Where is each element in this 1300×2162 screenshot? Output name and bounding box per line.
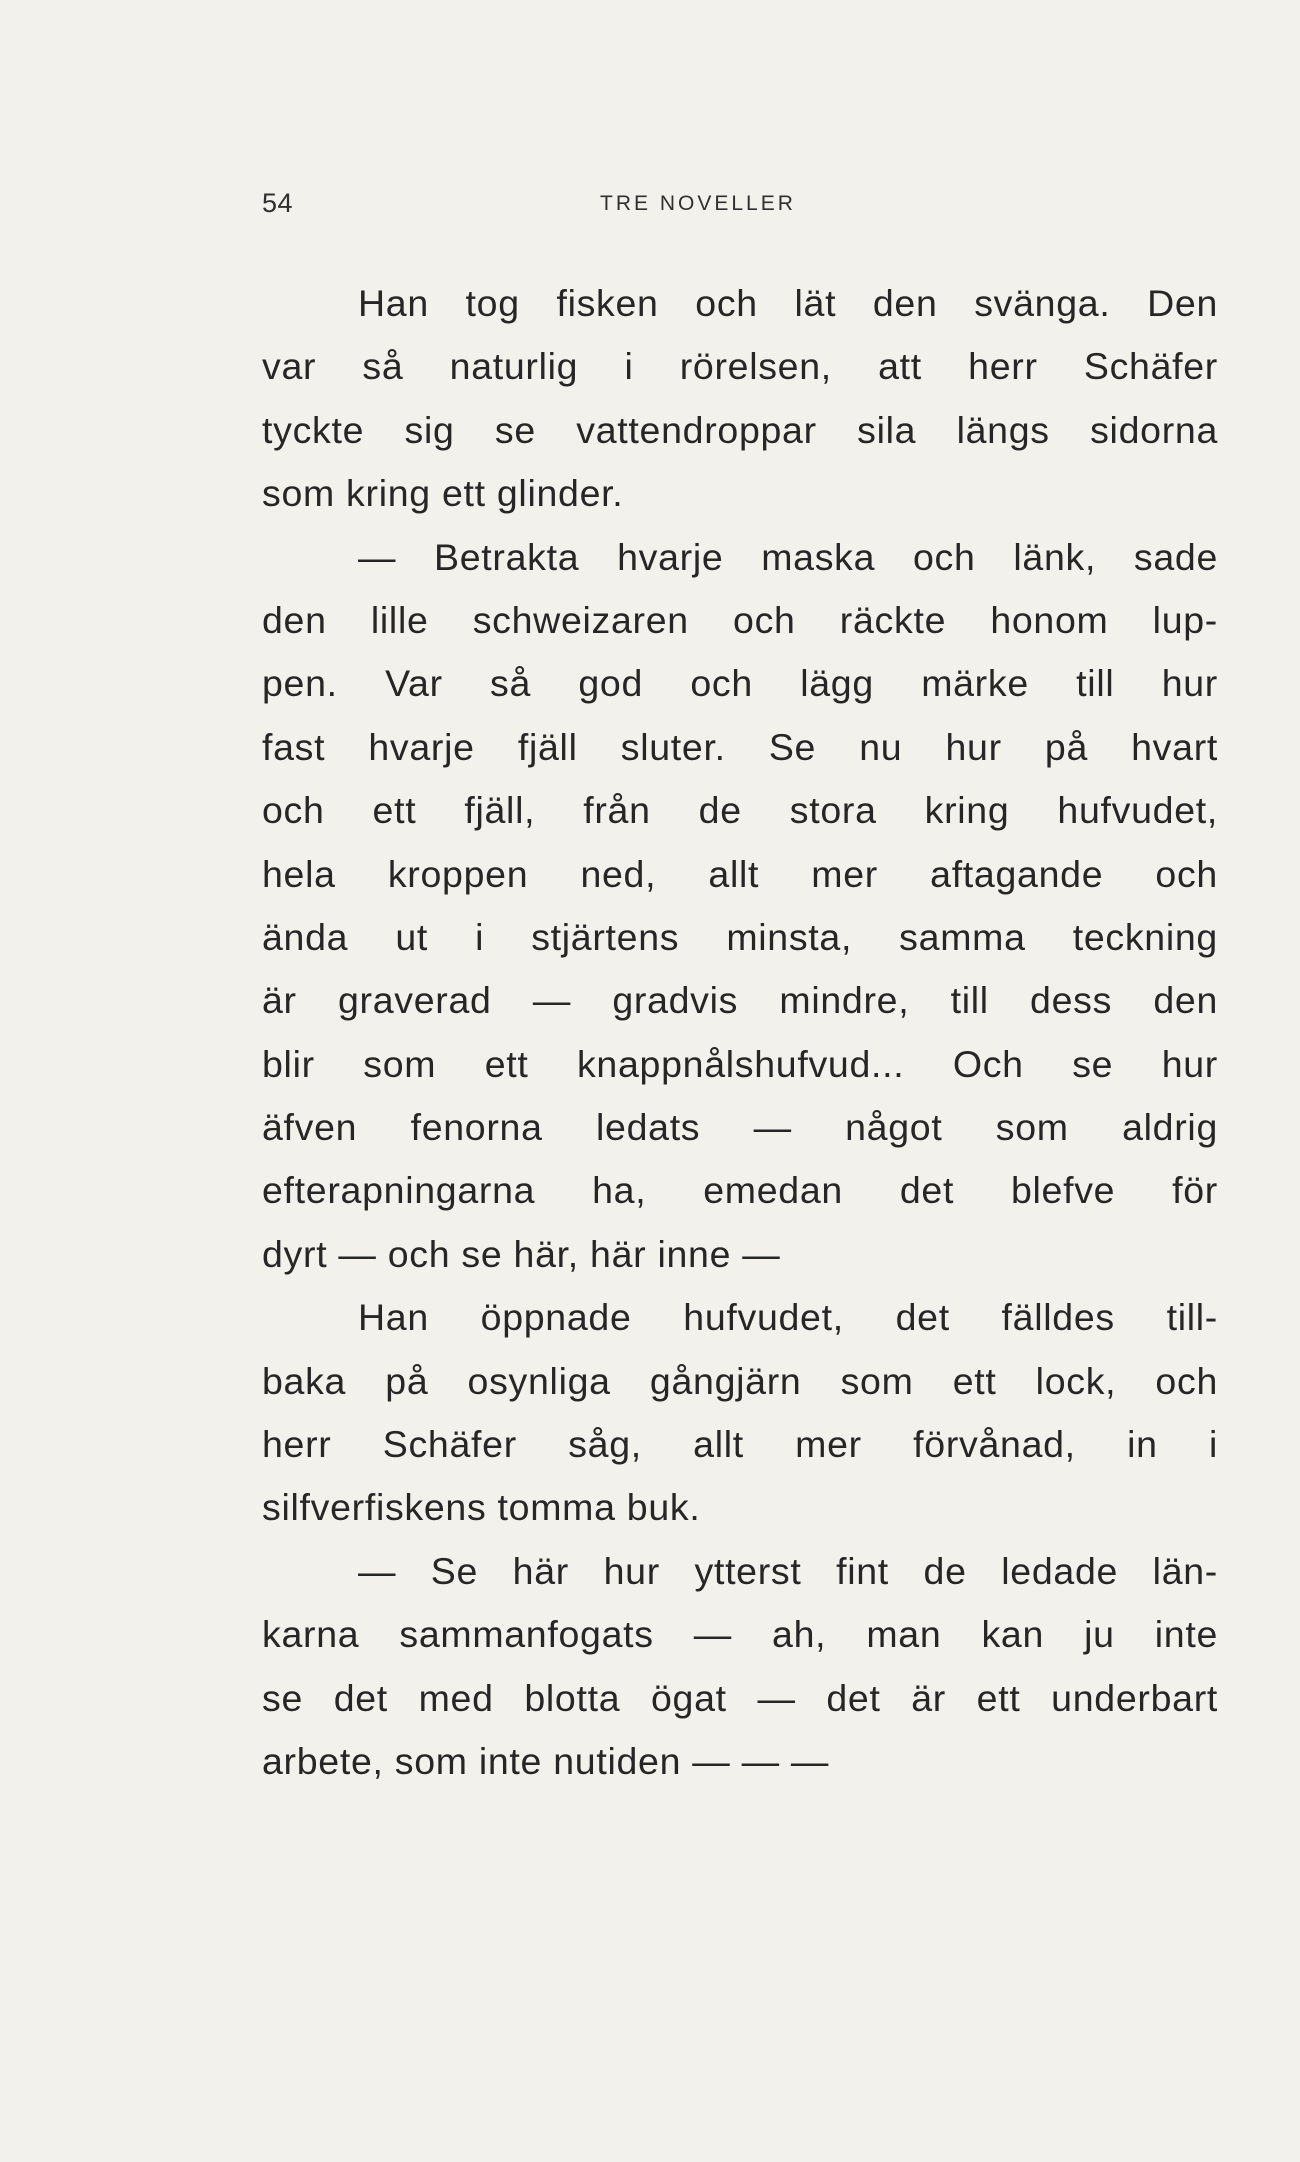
text-line: tyckte sig se vattendroppar sila längs sidorna — [262, 408, 1218, 451]
text-line: Han tog fisken och lät den svänga. Den — [358, 282, 1218, 324]
text-line: pen. Var så god och lägg märke till hur — [262, 662, 1218, 705]
text-line: karna sammanfogats — ah, man kan ju inte — [262, 1613, 1218, 1656]
running-title: TRE NOVELLER — [600, 192, 796, 215]
text-line: var så naturlig i rörelsen, att herr Schäfer — [262, 345, 1218, 388]
text-line: dyrt — och se här, här inne — — [262, 1232, 781, 1275]
text-line: se det med blotta ögat — det är ett underbart — [262, 1676, 1218, 1719]
text-line: är graverad — gradvis mindre, till dess den — [262, 979, 1218, 1022]
text-line: — Se här hur ytterst fint de ledade län- — [358, 1549, 1218, 1592]
text-line: hela kroppen ned, allt mer aftagande och — [262, 852, 1218, 895]
text-line: den lille schweizaren och räckte honom lup- — [262, 598, 1218, 641]
text-line: äfven fenorna ledats — något som aldrig — [262, 1106, 1218, 1149]
text-line: ända ut i stjärtens minsta, samma teckning — [262, 915, 1218, 958]
text-line: silfverfiskens tomma buk. — [262, 1486, 701, 1529]
text-line: herr Schäfer såg, allt mer förvånad, in i — [262, 1423, 1218, 1466]
page-number: 54 — [262, 188, 294, 218]
text-line: som kring ett glinder. — [262, 472, 624, 515]
text-line: fast hvarje fjäll sluter. Se nu hur på hvart — [262, 725, 1218, 768]
text-line: arbete, som inte nutiden — — — — [262, 1739, 830, 1782]
body-text — [262, 272, 1218, 1793]
text-line: blir som ett knappnålshufvud... Och se hur — [262, 1042, 1218, 1085]
text-line: baka på osynliga gångjärn som ett lock, och — [262, 1359, 1218, 1402]
text-line: — Betrakta hvarje maska och länk, sade — [358, 535, 1218, 578]
running-head — [262, 188, 1218, 228]
text-line: Han öppnade hufvudet, det fälldes till- — [358, 1296, 1218, 1339]
text-line: och ett fjäll, från de stora kring hufvudet, — [262, 789, 1218, 832]
text-line: efterapningarna ha, emedan det blefve för — [262, 1169, 1218, 1212]
